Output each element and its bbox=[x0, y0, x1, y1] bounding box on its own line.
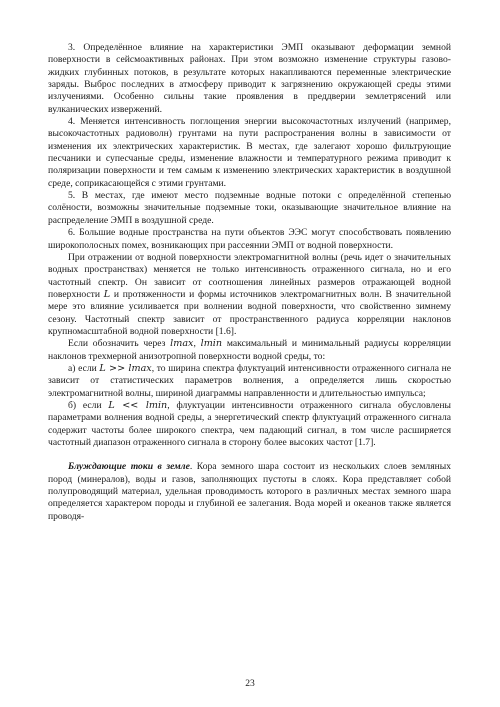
body-text bbox=[48, 42, 451, 523]
reflection-text-end: и протяженности и формы источников электромагнитных волн. В значительной мере это влияние усиливается при волнении водной поверхности, что свойственно зимнему сезону. Частотный спектр зависит от пространственного радиуса корреляции наклонов крупномасштабной водной поверхности [1.6]. bbox=[48, 288, 451, 337]
math-symbol-L: L bbox=[103, 288, 111, 300]
paragraph-item-3: 3. Определённое влияние на характеристики ЭМП оказывают деформации земной поверхности в сейсмоактивных районах. При этом возможно изменение структуры газово-жидких глубинных потоков, в результате которых накапливаются переменные электрические заряды. Выброс последних в атмосферу приводит к загрязнению окружающей среды этими излучениями. Особенно сильны такие проявления в преддверии землетрясений или вулканических извержений. bbox=[48, 42, 451, 115]
paragraph-reflection bbox=[48, 252, 451, 338]
paragraph-case-a bbox=[48, 363, 451, 400]
section-lead-heading: Блуждающие токи в земле bbox=[68, 461, 190, 473]
case-a-label: а) если bbox=[68, 362, 97, 374]
case-a-text: , то ширина спектра флуктуаций интенсивности отраженного сигнала не зависит от статистических параметров волнения, а определяется лишь скоростью электромагнитной волны, шириной диаграммы направленности и длительностью импульса; bbox=[48, 362, 452, 399]
math-lmin: lmin bbox=[200, 338, 223, 350]
paragraph-item-5: 5. В местах, где имеют место подземные водные потоки с определённой степенью солёности, возможны значительные подземные токи, оказывающие значительное влияние на распределение ЭМП в воздушной среде. bbox=[48, 190, 451, 226]
paragraph-item-6: 6. Большие водные пространства на пути объектов ЭЭС могут способствовать появлению широкополосных помех, возникающих при рассеянии ЭМП от водной поверхности. bbox=[48, 227, 451, 251]
reflection-text-start: При отражении от водной поверхности электромагнитной волны (речь идет о значительных водных пространствах) меняется не только интенсивность отраженного сигнала, но и его частотный спектр. Он зависит от соотношения линейных размеров отражающей водной поверхности bbox=[48, 251, 451, 300]
stray-currents-text: . Кора земного шара состоит из нескольких слоев земляных пород (минералов), воды и газов, заполняющих пустоты в слоях. Кора представляет собой полупроводящий материал, удельная проводимость которого в различных местах земного шара определяется характером породы и глубиной ее залегания. Вода морей и океанов также является проводя- bbox=[48, 461, 451, 522]
case-b-text: , флуктуации интенсивности отраженного сигнала обусловлены параметрами волнения водной среды, а энергетический спектр флуктуаций отраженного сигнала содержит частоты более широкого спектра, чем падающий сигнал, в том числе расширяется частотный диапазон отраженного сигнала в сторону более высоких частот [1.7]. bbox=[48, 399, 451, 448]
denotation-text-start: Если обозначить через bbox=[68, 338, 166, 350]
paragraph-denotation bbox=[48, 338, 451, 363]
math-condition-a: L >> lmax bbox=[99, 362, 152, 374]
page-number: 23 bbox=[245, 678, 255, 689]
paragraph-stray-currents bbox=[48, 461, 451, 523]
math-condition-b: L << lmin bbox=[108, 399, 168, 411]
paragraph-case-b bbox=[48, 400, 451, 449]
math-lmax: lmax bbox=[170, 338, 194, 350]
denotation-comma: , bbox=[193, 338, 196, 350]
paragraph-item-4: 4. Меняется интенсивность поглощения энергии высокочастотных излучений (например, высокочастотных радиоволн) грунтами на пути распространения волны в зависимости от изменения их электрических характеристик. В местах, где залегают хорошо фильтрующие песчаники и супесчаные среды, изменение влажности и температурного режима приводит к поляризации поверхности и тем самым к изменению электрических характеристик в воздушной среде, соприкасающейся с этими грунтами. bbox=[48, 116, 451, 189]
case-b-label: б) если bbox=[68, 399, 102, 411]
denotation-text-end: максимальный и минимальный радиусы корреляции наклонов трехмерной анизотропной поверхности водной среды, то: bbox=[48, 338, 451, 362]
